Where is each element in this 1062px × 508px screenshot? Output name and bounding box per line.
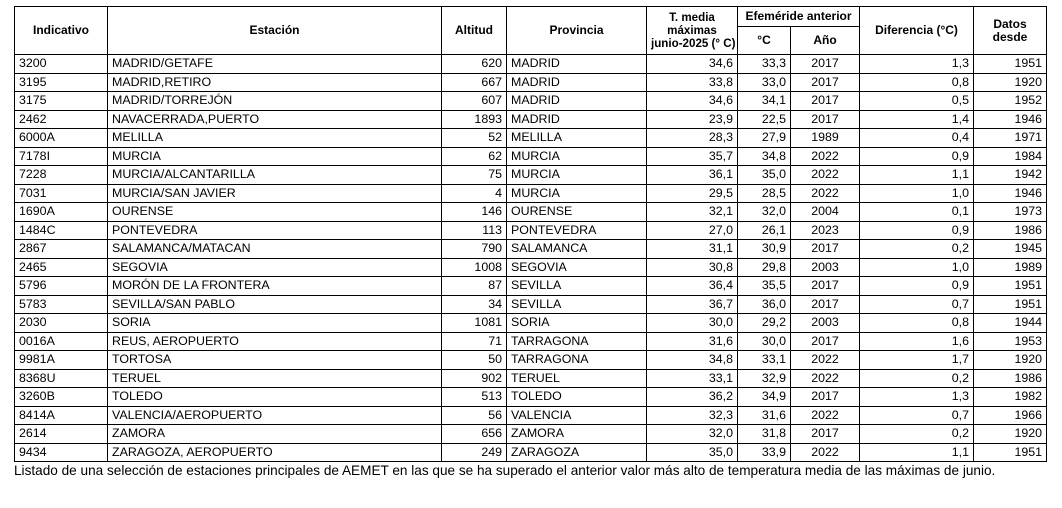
stations-table [14, 6, 1047, 462]
header-efemeride: Efeméride anterior [738, 7, 860, 27]
cell-estacion: MORÓN DE LA FRONTERA [108, 277, 442, 296]
header-diferencia: Diferencia (°C) [860, 7, 974, 55]
cell-datos-desde: 1951 [974, 295, 1047, 314]
cell-altitud: 56 [442, 406, 507, 425]
header-tmedia-line3: junio-2025 (° C) [651, 37, 736, 50]
cell-efemeride-c: 31,8 [738, 425, 791, 444]
cell-provincia: MADRID [507, 55, 647, 74]
cell-diferencia: 1,4 [860, 110, 974, 129]
cell-diferencia: 1,1 [860, 443, 974, 462]
cell-diferencia: 0,7 [860, 295, 974, 314]
cell-tmedia: 36,1 [647, 166, 738, 185]
cell-provincia: PONTEVEDRA [507, 221, 647, 240]
table-row [15, 406, 1047, 425]
cell-altitud: 52 [442, 129, 507, 148]
table-row [15, 369, 1047, 388]
cell-diferencia: 1,1 [860, 166, 974, 185]
cell-indicativo: 5783 [15, 295, 108, 314]
cell-efemeride-anio: 2003 [791, 258, 860, 277]
cell-provincia: VALENCIA [507, 406, 647, 425]
cell-provincia: TOLEDO [507, 388, 647, 407]
cell-efemeride-c: 33,1 [738, 351, 791, 370]
table-row [15, 166, 1047, 185]
cell-efemeride-anio: 2022 [791, 147, 860, 166]
cell-indicativo: 2867 [15, 240, 108, 259]
stations-table-container [14, 6, 1046, 462]
cell-estacion: SALAMANCA/MATACAN [108, 240, 442, 259]
cell-altitud: 620 [442, 55, 507, 74]
cell-altitud: 607 [442, 92, 507, 111]
cell-efemeride-anio: 2022 [791, 443, 860, 462]
table-row [15, 351, 1047, 370]
cell-efemeride-c: 35,5 [738, 277, 791, 296]
cell-datos-desde: 1986 [974, 369, 1047, 388]
cell-tmedia: 32,1 [647, 203, 738, 222]
cell-datos-desde: 1989 [974, 258, 1047, 277]
header-efemeride-anio: Año [791, 27, 860, 55]
cell-diferencia: 0,2 [860, 369, 974, 388]
cell-tmedia: 31,6 [647, 332, 738, 351]
cell-datos-desde: 1951 [974, 55, 1047, 74]
cell-efemeride-anio: 2022 [791, 184, 860, 203]
cell-efemeride-anio: 2023 [791, 221, 860, 240]
cell-datos-desde: 1951 [974, 443, 1047, 462]
header-tmedia-line2: máximas [667, 24, 717, 37]
cell-datos-desde: 1920 [974, 425, 1047, 444]
cell-diferencia: 0,4 [860, 129, 974, 148]
cell-tmedia: 36,4 [647, 277, 738, 296]
cell-tmedia: 23,9 [647, 110, 738, 129]
table-row [15, 92, 1047, 111]
cell-diferencia: 0,2 [860, 240, 974, 259]
cell-diferencia: 1,3 [860, 388, 974, 407]
cell-diferencia: 1,7 [860, 351, 974, 370]
cell-efemeride-anio: 2017 [791, 425, 860, 444]
cell-estacion: MURCIA [108, 147, 442, 166]
cell-indicativo: 2462 [15, 110, 108, 129]
cell-indicativo: 1484C [15, 221, 108, 240]
cell-tmedia: 28,3 [647, 129, 738, 148]
cell-altitud: 656 [442, 425, 507, 444]
table-row [15, 73, 1047, 92]
cell-tmedia: 32,3 [647, 406, 738, 425]
cell-datos-desde: 1966 [974, 406, 1047, 425]
cell-indicativo: 2614 [15, 425, 108, 444]
table-row [15, 332, 1047, 351]
table-row [15, 443, 1047, 462]
cell-diferencia: 0,9 [860, 147, 974, 166]
cell-altitud: 1081 [442, 314, 507, 333]
cell-tmedia: 33,1 [647, 369, 738, 388]
cell-diferencia: 0,7 [860, 406, 974, 425]
cell-altitud: 50 [442, 351, 507, 370]
cell-altitud: 71 [442, 332, 507, 351]
cell-provincia: TARRAGONA [507, 351, 647, 370]
cell-estacion: TERUEL [108, 369, 442, 388]
cell-altitud: 249 [442, 443, 507, 462]
header-datos-line2: desde [992, 29, 1028, 44]
cell-efemeride-c: 28,5 [738, 184, 791, 203]
cell-efemeride-anio: 2022 [791, 166, 860, 185]
table-row [15, 147, 1047, 166]
cell-provincia: MURCIA [507, 184, 647, 203]
cell-efemeride-c: 32,9 [738, 369, 791, 388]
cell-datos-desde: 1945 [974, 240, 1047, 259]
cell-estacion: NAVACERRADA,PUERTO [108, 110, 442, 129]
cell-estacion: ZAMORA [108, 425, 442, 444]
cell-provincia: TERUEL [507, 369, 647, 388]
cell-indicativo: 3175 [15, 92, 108, 111]
cell-efemeride-anio: 2017 [791, 110, 860, 129]
cell-efemeride-anio: 2017 [791, 92, 860, 111]
cell-efemeride-c: 29,8 [738, 258, 791, 277]
cell-diferencia: 0,8 [860, 314, 974, 333]
cell-provincia: ZARAGOZA [507, 443, 647, 462]
table-row [15, 295, 1047, 314]
cell-datos-desde: 1920 [974, 351, 1047, 370]
cell-altitud: 113 [442, 221, 507, 240]
header-datos-line1: Datos [993, 16, 1027, 31]
cell-efemeride-c: 30,9 [738, 240, 791, 259]
cell-indicativo: 6000A [15, 129, 108, 148]
cell-datos-desde: 1982 [974, 388, 1047, 407]
header-indicativo: Indicativo [15, 7, 108, 55]
cell-tmedia: 29,5 [647, 184, 738, 203]
cell-indicativo: 7031 [15, 184, 108, 203]
cell-datos-desde: 1946 [974, 110, 1047, 129]
cell-provincia: TARRAGONA [507, 332, 647, 351]
cell-estacion: SEGOVIA [108, 258, 442, 277]
cell-altitud: 790 [442, 240, 507, 259]
cell-datos-desde: 1944 [974, 314, 1047, 333]
table-row [15, 221, 1047, 240]
cell-altitud: 1893 [442, 110, 507, 129]
cell-tmedia: 34,6 [647, 55, 738, 74]
cell-provincia: MADRID [507, 73, 647, 92]
cell-estacion: REUS, AEROPUERTO [108, 332, 442, 351]
cell-diferencia: 0,2 [860, 425, 974, 444]
cell-efemeride-c: 32,0 [738, 203, 791, 222]
cell-estacion: ZARAGOZA, AEROPUERTO [108, 443, 442, 462]
table-row [15, 388, 1047, 407]
table-header [15, 7, 1047, 55]
cell-tmedia: 35,7 [647, 147, 738, 166]
cell-altitud: 62 [442, 147, 507, 166]
cell-provincia: SORIA [507, 314, 647, 333]
cell-datos-desde: 1986 [974, 221, 1047, 240]
cell-provincia: ZAMORA [507, 425, 647, 444]
header-altitud: Altitud [442, 7, 507, 55]
cell-provincia: MELILLA [507, 129, 647, 148]
cell-efemeride-c: 30,0 [738, 332, 791, 351]
cell-provincia: SEVILLA [507, 295, 647, 314]
cell-efemeride-anio: 1989 [791, 129, 860, 148]
cell-diferencia: 0,9 [860, 277, 974, 296]
cell-indicativo: 9981A [15, 351, 108, 370]
cell-tmedia: 36,2 [647, 388, 738, 407]
cell-efemeride-anio: 2003 [791, 314, 860, 333]
cell-indicativo: 0016A [15, 332, 108, 351]
cell-tmedia: 34,6 [647, 92, 738, 111]
cell-provincia: OURENSE [507, 203, 647, 222]
cell-provincia: SALAMANCA [507, 240, 647, 259]
cell-estacion: MELILLA [108, 129, 442, 148]
cell-efemeride-anio: 2017 [791, 388, 860, 407]
header-efemeride-c: °C [738, 27, 791, 55]
cell-efemeride-anio: 2017 [791, 295, 860, 314]
cell-provincia: SEGOVIA [507, 258, 647, 277]
cell-efemeride-anio: 2004 [791, 203, 860, 222]
cell-efemeride-anio: 2017 [791, 277, 860, 296]
cell-efemeride-c: 34,1 [738, 92, 791, 111]
cell-diferencia: 0,8 [860, 73, 974, 92]
header-tmedia-line1: T. media [669, 11, 715, 24]
cell-efemeride-c: 22,5 [738, 110, 791, 129]
cell-estacion: SEVILLA/SAN PABLO [108, 295, 442, 314]
cell-altitud: 513 [442, 388, 507, 407]
cell-efemeride-c: 34,8 [738, 147, 791, 166]
cell-provincia: SEVILLA [507, 277, 647, 296]
cell-estacion: MURCIA/SAN JAVIER [108, 184, 442, 203]
cell-efemeride-anio: 2017 [791, 240, 860, 259]
header-datos-desde [974, 7, 1047, 55]
cell-indicativo: 3195 [15, 73, 108, 92]
cell-efemeride-anio: 2017 [791, 332, 860, 351]
cell-tmedia: 27,0 [647, 221, 738, 240]
cell-datos-desde: 1973 [974, 203, 1047, 222]
cell-datos-desde: 1953 [974, 332, 1047, 351]
table-body [15, 55, 1047, 462]
cell-diferencia: 0,9 [860, 221, 974, 240]
cell-efemeride-anio: 2022 [791, 406, 860, 425]
cell-altitud: 75 [442, 166, 507, 185]
table-row [15, 184, 1047, 203]
cell-efemeride-c: 29,2 [738, 314, 791, 333]
cell-indicativo: 8368U [15, 369, 108, 388]
cell-datos-desde: 1920 [974, 73, 1047, 92]
cell-efemeride-anio: 2017 [791, 55, 860, 74]
cell-datos-desde: 1952 [974, 92, 1047, 111]
cell-estacion: OURENSE [108, 203, 442, 222]
cell-estacion: MURCIA/ALCANTARILLA [108, 166, 442, 185]
table-row [15, 258, 1047, 277]
cell-tmedia: 36,7 [647, 295, 738, 314]
cell-tmedia: 30,0 [647, 314, 738, 333]
cell-efemeride-c: 27,9 [738, 129, 791, 148]
table-row [15, 240, 1047, 259]
cell-tmedia: 32,0 [647, 425, 738, 444]
cell-estacion: MADRID,RETIRO [108, 73, 442, 92]
cell-provincia: MURCIA [507, 166, 647, 185]
cell-altitud: 87 [442, 277, 507, 296]
table-row [15, 55, 1047, 74]
cell-estacion: MADRID/GETAFE [108, 55, 442, 74]
cell-efemeride-c: 33,9 [738, 443, 791, 462]
cell-diferencia: 0,5 [860, 92, 974, 111]
header-tmedia [647, 7, 738, 55]
table-row [15, 110, 1047, 129]
cell-altitud: 146 [442, 203, 507, 222]
table-row [15, 425, 1047, 444]
cell-estacion: PONTEVEDRA [108, 221, 442, 240]
cell-efemeride-c: 36,0 [738, 295, 791, 314]
cell-diferencia: 1,6 [860, 332, 974, 351]
header-estacion: Estación [108, 7, 442, 55]
cell-tmedia: 30,8 [647, 258, 738, 277]
cell-indicativo: 2030 [15, 314, 108, 333]
cell-provincia: MADRID [507, 92, 647, 111]
cell-tmedia: 33,8 [647, 73, 738, 92]
cell-indicativo: 1690A [15, 203, 108, 222]
cell-indicativo: 3260B [15, 388, 108, 407]
table-caption: Listado de una selección de estaciones principales de AEMET en las que se ha superado el anterior valor más alto de temperatura media de las máximas de junio. [14, 463, 996, 478]
cell-indicativo: 2465 [15, 258, 108, 277]
cell-efemeride-c: 33,0 [738, 73, 791, 92]
cell-efemeride-c: 31,6 [738, 406, 791, 425]
cell-efemeride-c: 26,1 [738, 221, 791, 240]
cell-estacion: MADRID/TORREJÓN [108, 92, 442, 111]
cell-datos-desde: 1971 [974, 129, 1047, 148]
cell-indicativo: 9434 [15, 443, 108, 462]
header-provincia: Provincia [507, 7, 647, 55]
cell-datos-desde: 1946 [974, 184, 1047, 203]
cell-indicativo: 5796 [15, 277, 108, 296]
cell-diferencia: 1,3 [860, 55, 974, 74]
table-row [15, 129, 1047, 148]
cell-estacion: VALENCIA/AEROPUERTO [108, 406, 442, 425]
cell-efemeride-anio: 2022 [791, 351, 860, 370]
cell-diferencia: 0,1 [860, 203, 974, 222]
cell-datos-desde: 1942 [974, 166, 1047, 185]
cell-indicativo: 8414A [15, 406, 108, 425]
cell-altitud: 1008 [442, 258, 507, 277]
cell-estacion: TOLEDO [108, 388, 442, 407]
cell-provincia: MADRID [507, 110, 647, 129]
cell-altitud: 902 [442, 369, 507, 388]
cell-altitud: 667 [442, 73, 507, 92]
cell-altitud: 34 [442, 295, 507, 314]
cell-diferencia: 1,0 [860, 184, 974, 203]
cell-diferencia: 1,0 [860, 258, 974, 277]
cell-efemeride-anio: 2017 [791, 73, 860, 92]
cell-tmedia: 35,0 [647, 443, 738, 462]
cell-tmedia: 31,1 [647, 240, 738, 259]
cell-estacion: TORTOSA [108, 351, 442, 370]
cell-indicativo: 7178I [15, 147, 108, 166]
table-row [15, 314, 1047, 333]
cell-altitud: 4 [442, 184, 507, 203]
cell-efemeride-c: 33,3 [738, 55, 791, 74]
table-row [15, 203, 1047, 222]
cell-datos-desde: 1951 [974, 277, 1047, 296]
cell-datos-desde: 1984 [974, 147, 1047, 166]
cell-indicativo: 3200 [15, 55, 108, 74]
cell-estacion: SORIA [108, 314, 442, 333]
cell-tmedia: 34,8 [647, 351, 738, 370]
cell-efemeride-c: 34,9 [738, 388, 791, 407]
cell-indicativo: 7228 [15, 166, 108, 185]
cell-efemeride-c: 35,0 [738, 166, 791, 185]
cell-provincia: MURCIA [507, 147, 647, 166]
table-row [15, 277, 1047, 296]
cell-efemeride-anio: 2022 [791, 369, 860, 388]
